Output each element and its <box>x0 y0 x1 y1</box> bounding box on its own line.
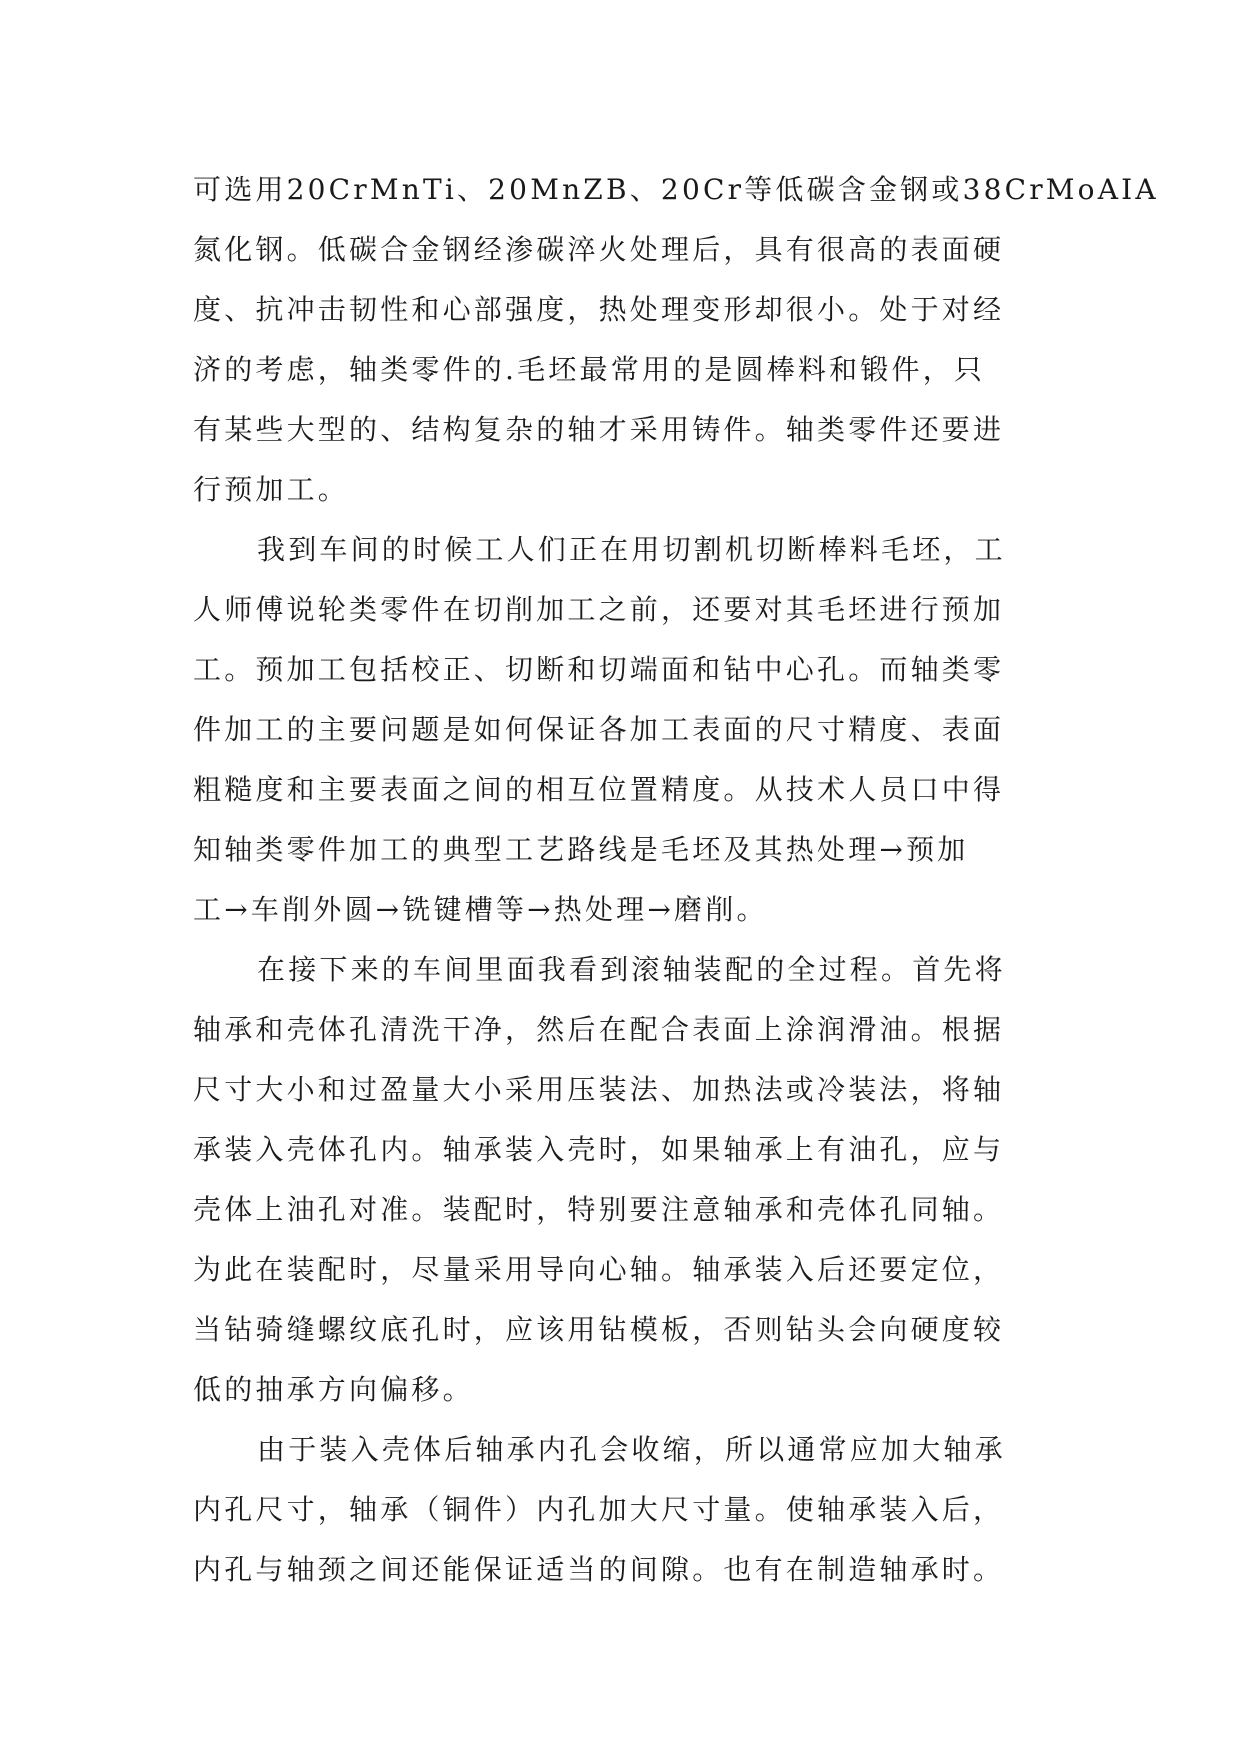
paragraph-2 <box>193 520 1053 940</box>
document-page <box>193 160 1159 1600</box>
text-line: 可选用20CrMnTi、20MnZB、20Cr等低碳含金钢或38CrMoAIA <box>193 173 1159 206</box>
text-line: 由于装入壳体后轴承内孔会收缩，所以通常应加大轴承 <box>257 1433 1006 1466</box>
text-line: 知轴类零件加工的典型工艺路线是毛坯及其热处理→预加 <box>193 833 969 866</box>
text-line: 当钻骑缝螺纹底孔时，应该用钻模板，否则钻头会向硬度较 <box>193 1313 1005 1346</box>
text-line: 承装入壳体孔内。轴承装入壳时，如果轴承上有油孔，应与 <box>193 1133 1005 1166</box>
text-line: 轴承和壳体孔清洗干净，然后在配合表面上涂润滑油。根据 <box>193 1013 1005 1046</box>
text-line: 工→车削外圆→铣键槽等→热处理→磨削。 <box>193 893 768 926</box>
paragraph-3 <box>193 940 1053 1420</box>
paragraph-1 <box>193 160 1159 520</box>
text-line: 在接下来的车间里面我看到滚轴装配的全过程。首先将 <box>257 953 1006 986</box>
text-line: 我到车间的时候工人们正在用切割机切断棒料毛坯，工 <box>257 533 1006 566</box>
text-line: 度、抗冲击韧性和心部强度，热处理变形却很小。处于对经 <box>193 293 1005 326</box>
text-line: 有某些大型的、结构复杂的轴才采用铸件。轴类零件还要进 <box>193 413 1005 446</box>
text-line: 粗糙度和主要表面之间的相互位置精度。从技术人员口中得 <box>193 773 1005 806</box>
text-line: 济的考虑，轴类零件的.毛坯最常用的是圆棒料和锻件，只 <box>193 353 986 386</box>
paragraph-4 <box>193 1420 1053 1600</box>
text-line: 为此在装配时，尽量采用导向心轴。轴承装入后还要定位， <box>193 1253 1005 1286</box>
text-line: 件加工的主要问题是如何保证各加工表面的尺寸精度、表面 <box>193 713 1005 746</box>
text-line: 行预加工。 <box>193 473 350 506</box>
text-line: 人师傅说轮类零件在切削加工之前，还要对其毛坯进行预加 <box>193 593 1005 626</box>
text-line: 壳体上油孔对准。装配时，特别要注意轴承和壳体孔同轴。 <box>193 1193 1005 1226</box>
text-line: 氮化钢。低碳合金钢经渗碳淬火处理后，具有很高的表面硬 <box>193 233 1005 266</box>
text-line: 低的抽承方向偏移。 <box>193 1373 474 1406</box>
text-line: 内孔与轴颈之间还能保证适当的间隙。也有在制造轴承时。 <box>193 1553 1005 1586</box>
text-line: 内孔尺寸，轴承（铜件）内孔加大尺寸量。使轴承装入后， <box>193 1493 1005 1526</box>
text-line: 工。预加工包括校正、切断和切端面和钻中心孔。而轴类零 <box>193 653 1005 686</box>
text-line: 尺寸大小和过盈量大小采用压装法、加热法或冷装法，将轴 <box>193 1073 1005 1106</box>
